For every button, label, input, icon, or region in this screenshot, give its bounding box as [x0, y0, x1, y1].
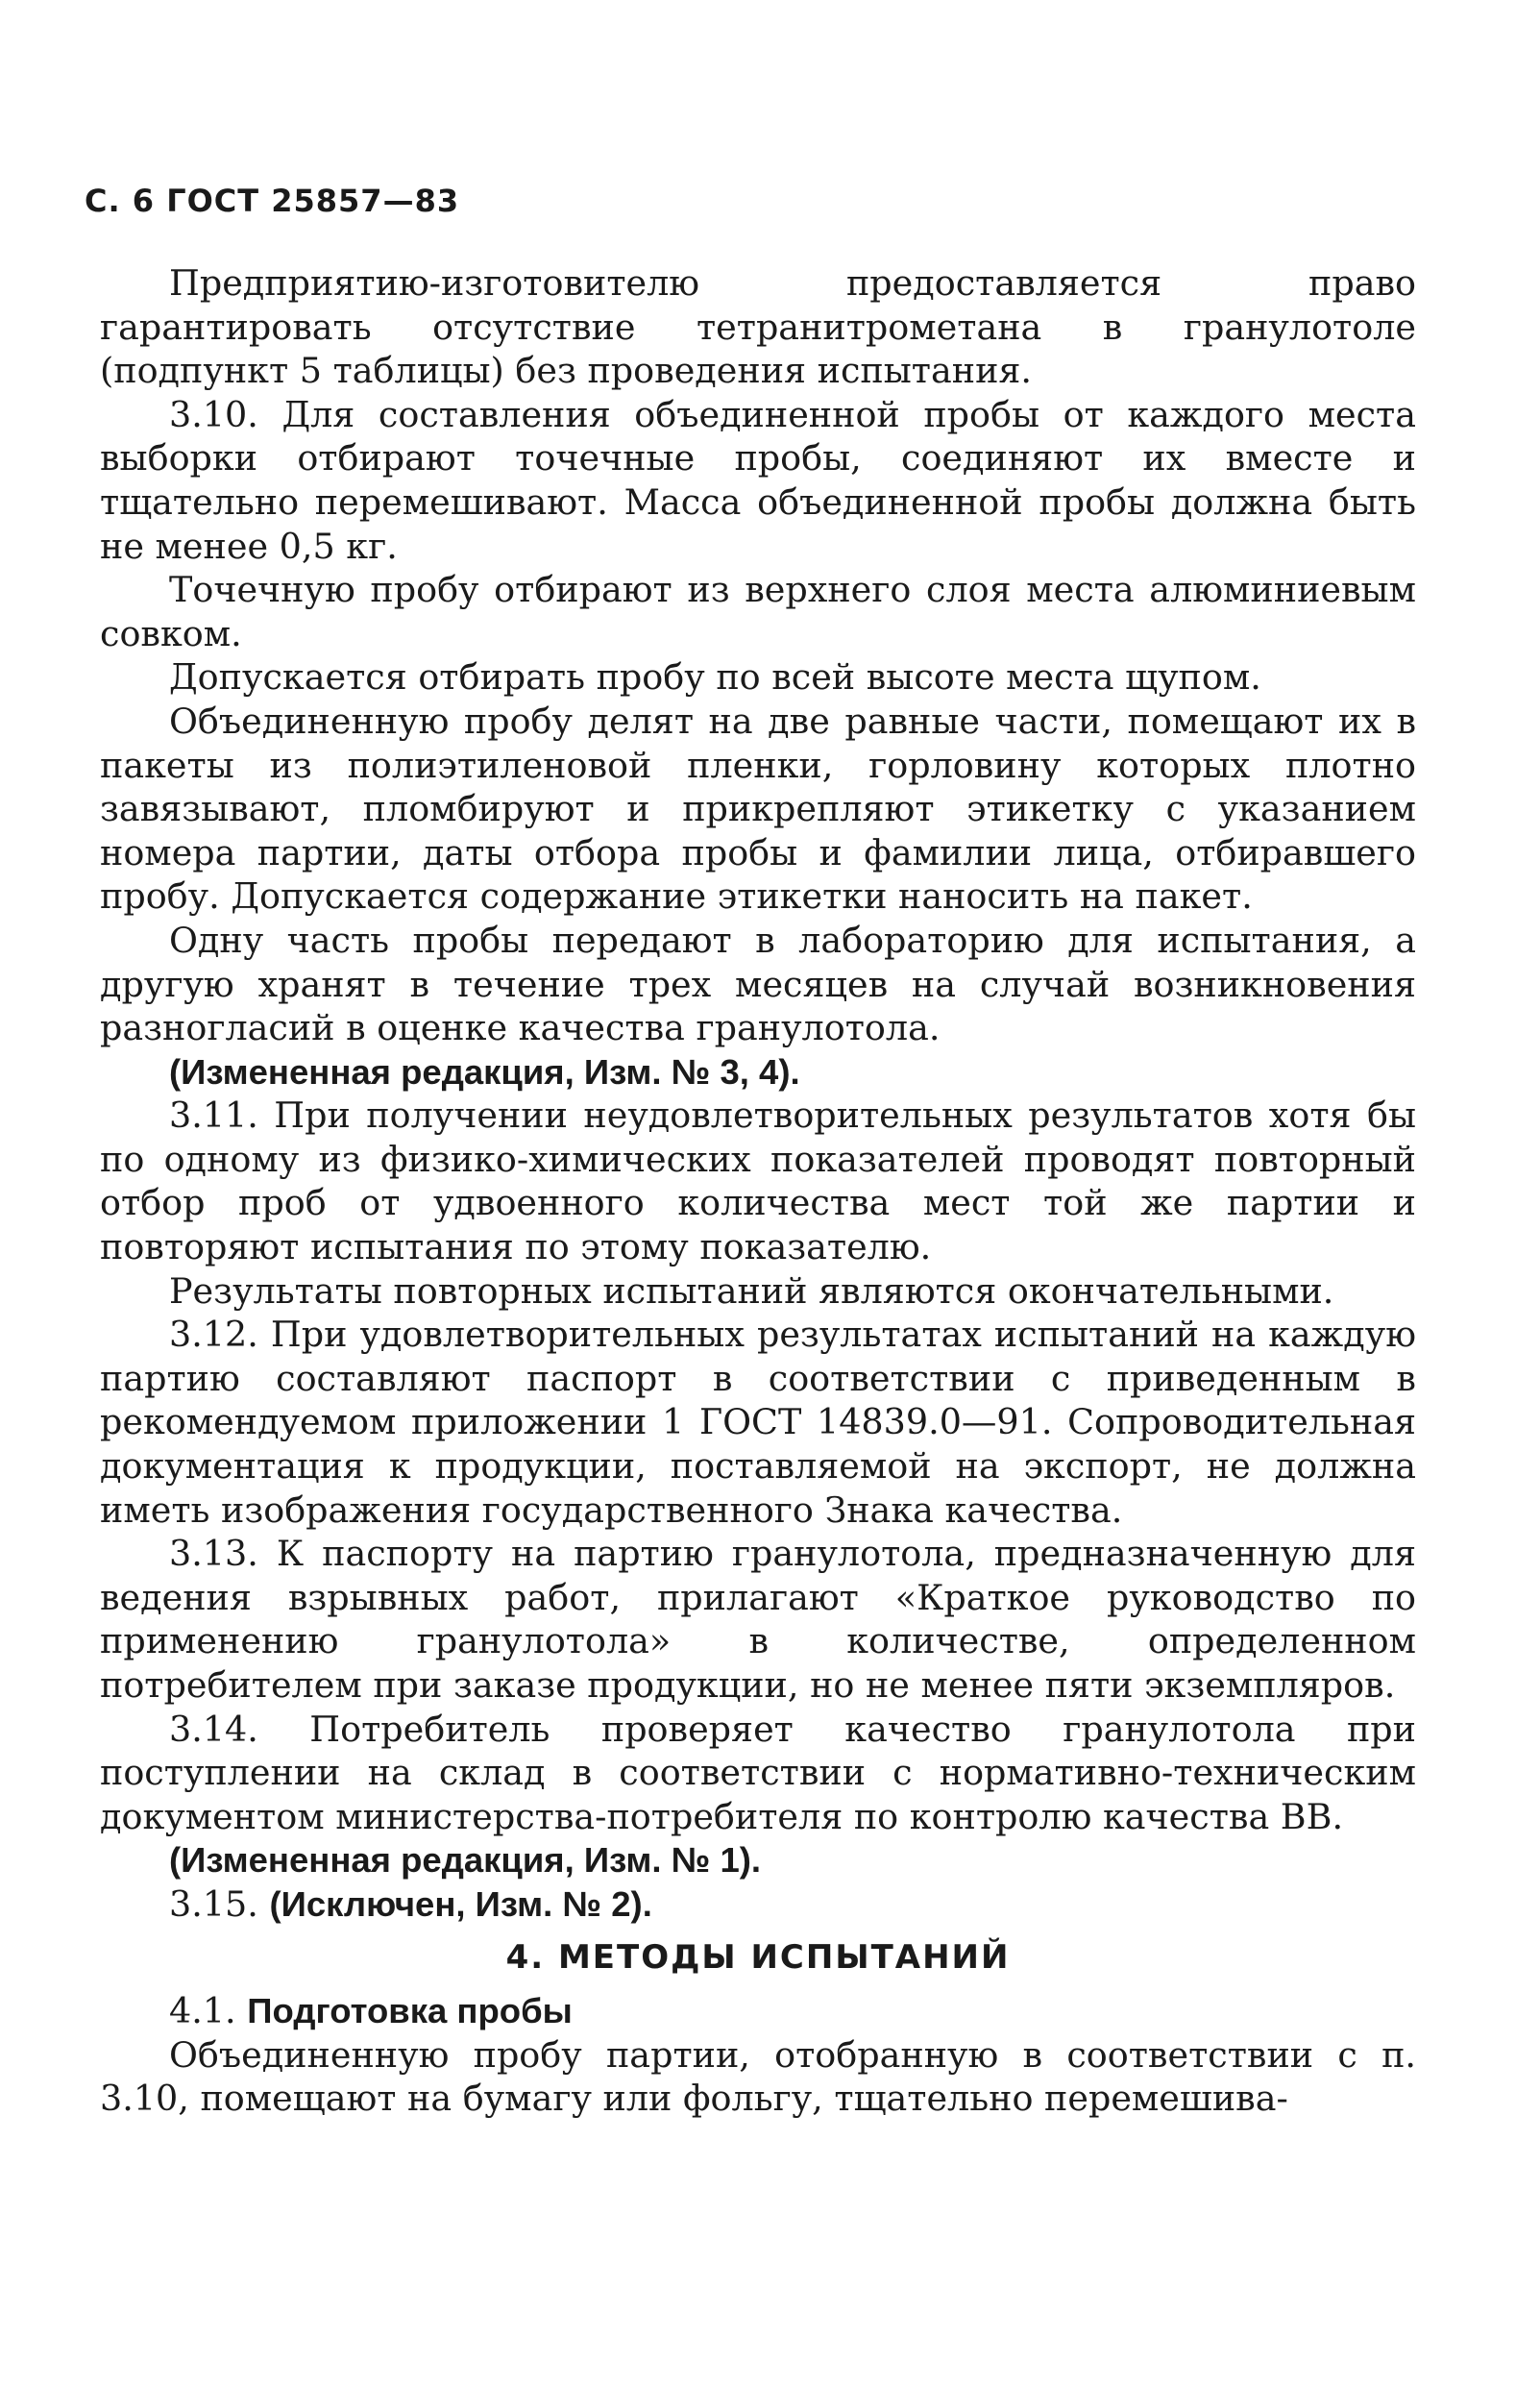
section-title-test-methods: 4. МЕТОДЫ ИСПЫТАНИЙ: [505, 1937, 1011, 1977]
amendment-note-3-4: (Измененная редакция, Изм. № 3, 4).: [169, 1051, 800, 1092]
subsection-title: Подготовка пробы: [247, 1991, 573, 2031]
paragraph-3-11: 3.11. При получении неудовлетворительных результатов хотя бы по одному из физико-химических показателей проводят повторный отбор проб от удвоенного количества мест той же партии и повторяют испытания по этому показателю.: [100, 1095, 1416, 1268]
amendment-note-1: (Измененная редакция, Изм. № 1).: [169, 1840, 762, 1881]
document-body: [100, 261, 1416, 2121]
clause-number-3-15: 3.15.: [169, 1882, 258, 1925]
paragraph-3-12: 3.12. При удовлетворительных результатах испытаний на каждую партию составляют паспорт в соответствии с приведенным в рекомендуемом приложении 1 ГОСТ 14839.0—91. Сопроводительная документация к продукции, поставляемой на экспорт, не должна иметь изображения государственного Знака качества.: [100, 1314, 1416, 1531]
paragraph-3-13: 3.13. К паспорту на партию гранулотола, предназначенную для ведения взрывных работ, прилагают «Краткое руководство по применению гранулотола» в количестве, определенном потребителем при заказе продукции, но не менее пяти экземпляров.: [100, 1533, 1416, 1706]
subsection-number: 4.1.: [169, 1990, 236, 2032]
running-head: С. 6 ГОСТ 25857—83: [85, 183, 460, 219]
paragraph-manufacturer-right: Предприятию-изготовителю предоставляется право гарантировать отсутствие тетранитрометана в гранулотоле (подпункт 5 таблицы) без проведения испытания.: [100, 262, 1416, 392]
paragraph-3-14: 3.14. Потребитель проверяет качество гранулотола при поступлении на склад в соответствии с нормативно-техническим документом министерства-потребителя по контролю качества ВВ.: [100, 1708, 1416, 1837]
paragraph-probe-sampling: Допускается отбирать пробу по всей высоте места щупом.: [169, 656, 1261, 699]
paragraph-3-15: [100, 1882, 1416, 1927]
clause-excluded-note: (Исключен, Изм. № 2).: [269, 1883, 652, 1924]
paragraph-4-1-text: Объединенную пробу партии, отобранную в соответствии с п. 3.10, помещают на бумагу или фольгу, тщательно перемешива-: [100, 2033, 1416, 2120]
paragraph-repeat-results: Результаты повторных испытаний являются окончательными.: [169, 1269, 1334, 1312]
paragraph-point-sample: Точечную пробу отбирают из верхнего слоя места алюминиевым совком.: [100, 569, 1416, 654]
subsection-4-1-heading: [100, 1989, 1416, 2033]
paragraph-sample-division: Объединенную пробу делят на две равные части, помещают их в пакеты из полиэтиленовой пленки, горловину которых плотно завязывают, пломбируют и прикрепляют этикетку с указанием номера партии, даты отбора пробы и фамилии лица, отбиравшего пробу. Допускается содержание этикетки наносить на пакет.: [100, 700, 1416, 918]
paragraph-3-10: 3.10. Для составления объединенной пробы от каждого места выборки отбирают точечные пробы, соединяют их вместе и тщательно перемешивают. Масса объединенной пробы должна быть не менее 0,5 кг.: [100, 393, 1416, 567]
paragraph-sample-storage: Одну часть пробы передают в лабораторию для испытания, а другую хранят в течение трех месяцев на случай возникновения разногласий в оценке качества гранулотола.: [100, 919, 1416, 1049]
